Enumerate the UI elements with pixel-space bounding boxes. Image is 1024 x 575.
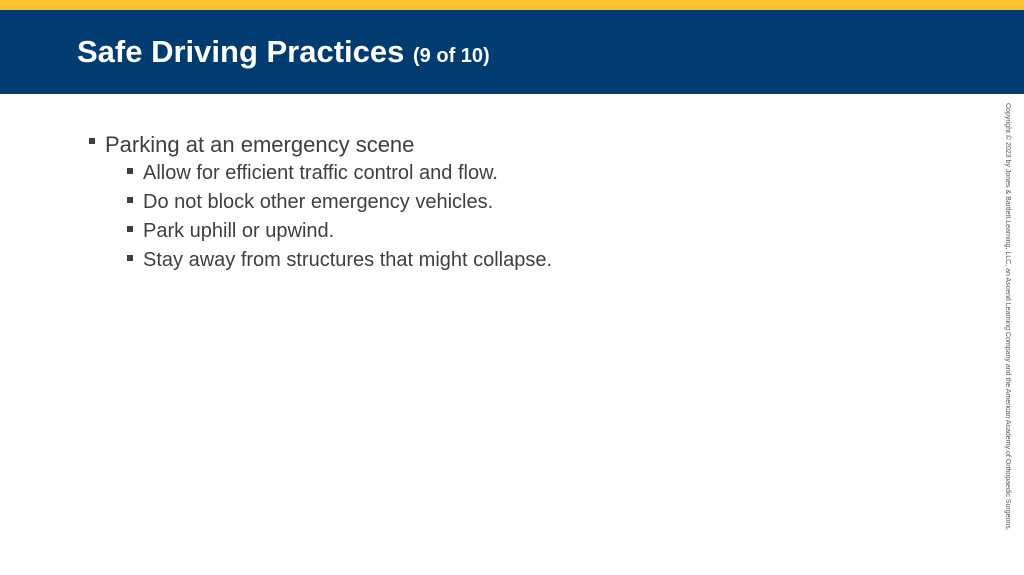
top-accent-stripe bbox=[0, 0, 1024, 10]
square-bullet-icon bbox=[127, 226, 133, 232]
square-bullet-icon bbox=[127, 168, 133, 174]
square-bullet-icon bbox=[127, 255, 133, 261]
sub-bullet-item bbox=[86, 217, 966, 246]
square-bullet-icon bbox=[127, 197, 133, 203]
slide-title-text: Safe Driving Practices bbox=[77, 34, 405, 69]
slide-title bbox=[77, 34, 490, 74]
bullet-list bbox=[86, 130, 966, 275]
sub-bullet-item bbox=[86, 246, 966, 275]
square-bullet-icon bbox=[89, 138, 95, 144]
sub-bullet-item bbox=[86, 188, 966, 217]
copyright-notice: Copyright © 2023 by Jones & Bartlett Learning, LLC, an Ascend Learning Company and the American Academy of Orthopaedic Surgeons. bbox=[1004, 103, 1011, 531]
bullet-item-parking bbox=[86, 130, 966, 159]
slide-counter: (9 of 10) bbox=[413, 45, 490, 67]
sub-bullet-item bbox=[86, 159, 966, 188]
sub-bullet-text: Park uphill or upwind. bbox=[143, 220, 335, 242]
sub-bullet-text: Allow for efficient traffic control and flow. bbox=[143, 162, 498, 184]
bullet-text: Parking at an emergency scene bbox=[105, 132, 415, 157]
sub-bullet-text: Do not block other emergency vehicles. bbox=[143, 191, 494, 213]
sub-bullet-text: Stay away from structures that might collapse. bbox=[143, 249, 553, 271]
